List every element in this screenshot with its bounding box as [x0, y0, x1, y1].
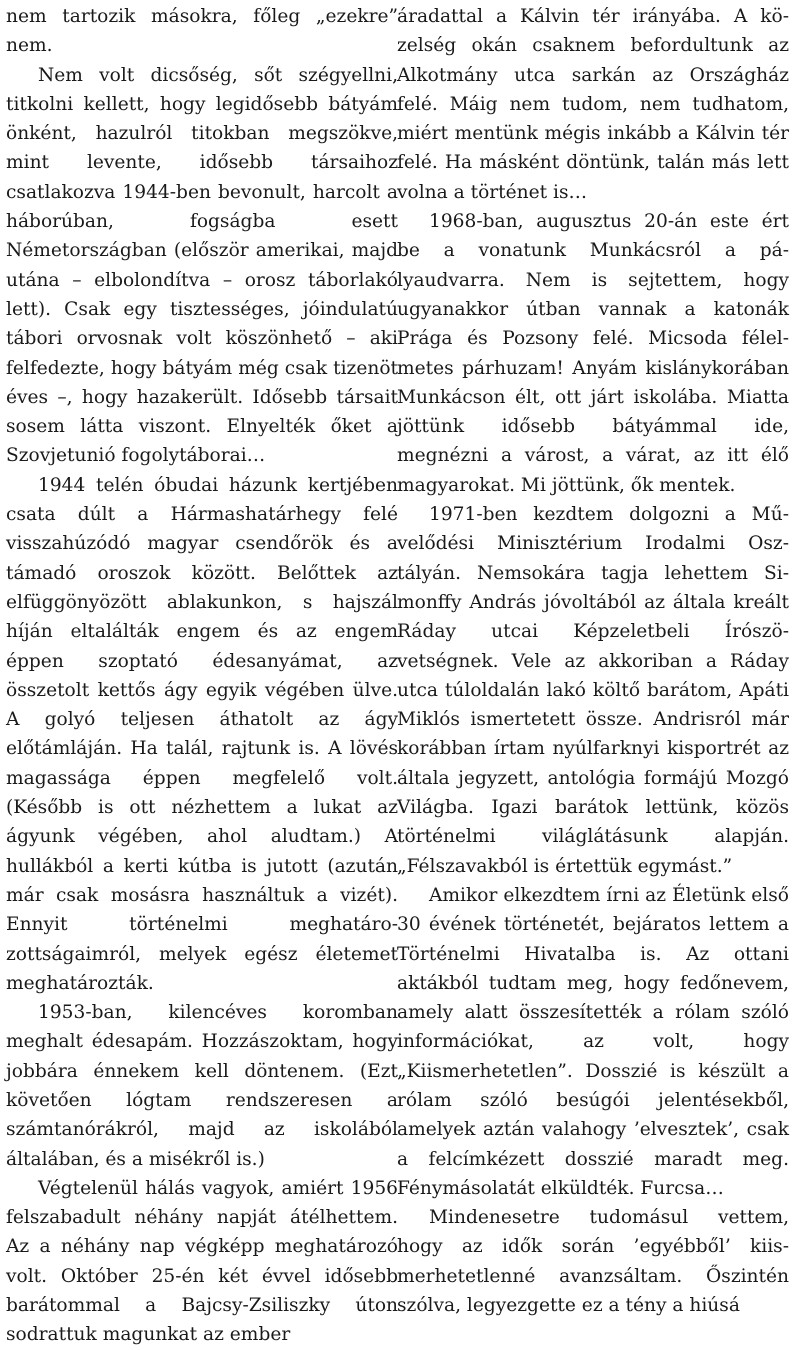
paragraph: Amikor elkezdtem írni az Életünk első 30 évének történetét, bejáratos lettem a Történelmi Hivatalba is. Az ottani aktákból tudtam meg, hogy fedőnevem, amely alatt összesítették a rólam szóló információkat, az volt, hogy „Kiismerhetetlen”. Dosszié is készült a rólam szóló besúgói jelentésekből, amelyek aztán valahogy ’elvesztek’, csak a felcímkézett dosszié maradt meg. Fénymásolatát elküldték. Furcsa…: [397, 884, 789, 1199]
paragraph: 1953-ban, kilencéves koromban meghalt édesapám. Hozzászoktam, hogy jobbára énnekem kell döntenem. (Ezt követően lógtam rendszeresen a számtanórákról, majd az iskolából általában, és a misékről is.): [6, 1002, 398, 1170]
paragraph: Nem volt dicsőség, sőt szégyellni, titkolni kellett, hogy legidősebb bátyám önként, hazulról titokban megszökve, mint levente, idősebb társaihoz csatlakozva 1944-ben bevonult, harcolt a háborúban, fogságba esett Németországban (először amerikai, majd utána – elbolondítva – orosz táborlakó lett). Csak egy tisztességes, jóindulatú tábori orvosnak volt köszönhető – aki felfedezte, hogy bátyám még csak tizenöt éves –, hogy hazakerült. Idősebb társait sosem látta viszont. Elnyelték őket a Szovjetunió fogolytáborai…: [6, 64, 398, 467]
paragraph: 1968-ban, augusztus 20-án este ért be a vonatunk Munkácsról a pályaudvarra. Nem is sejtettem, hogy ugyanakkor útban vannak a katonák Prága és Pozsony felé. Micsoda félelmetes párhuzam! Anyám kislánykorában Munkácson élt, ott járt iskolába. Miatta jöttünk idősebb bátyámmal ide, megnézni a várost, a várat, az itt élő magyarokat. Mi jöttünk, ők mentek.: [397, 211, 789, 496]
paragraph: Mindenesetre tudomásul vettem, hogy az idők során ’egyébből’ kiismerhetetlenné avanzsáltam. Őszintén szólva, legyezgette ez a tény a hiúsá: [397, 1207, 789, 1317]
text-column-left: [6, 2, 398, 1350]
paragraph: 1944 telén óbudai házunk kertjében csata dúlt a Hármashatárhegy felé visszahúzódó magyar csendőrök és a támadó oroszok között. Belőttek az elfüggönyözött ablakunkon, s hajszál híján eltalálták engem és az engem éppen szoptató édesanyámat, az összetolt kettős ágy egyik végében ülve. A golyó teljesen áthatolt az ágy előtámláján. Ha talál, rajtunk is. A lövés magassága éppen megfelelő volt. (Később is ott nézhettem a lukat az ágyunk végében, ahol aludtam.) A hullákból a kerti kútba is jutott (azután már csak mosásra használtuk a vizét). Ennyit történelmi meghatározottságaimról, melyek egész életemet meghatározták.: [6, 474, 398, 994]
paragraph: Végtelenül hálás vagyok, amiért 1956 felszabadult néhány napját átélhettem. Az a néhány nap végképp meghatározó volt. Október 25-én két évvel idősebb barátommal a Bajcsy-Zsiliszky úton sodrattuk magunkat az ember: [6, 1177, 398, 1346]
text-column-right: [397, 2, 789, 1320]
paragraph: áradattal a Kálvin tér irányába. A közelség okán csaknem befordultunk az Alkotmány utca sarkán az Országház felé. Máig nem tudom, nem tudhatom, miért mentünk mégis inkább a Kálvin tér felé. Ha másként döntünk, talán más lett volna a történet is…: [397, 6, 789, 203]
paragraph: 1971-ben kezdtem dolgozni a Művelődési Minisztérium Irodalmi Osztályán. Nemsokára tagja lehettem Simonffy András jóvoltából az általa kreált Ráday utcai Képzeletbeli Írószövetségnek. Vele az akkoriban a Ráday utca túloldalán lakó költő barátom, Apáti Miklós ismertetett össze. Andrisról már korábban írtam nyúlfarknyi kisportrét az általa jegyzett, antológia formájú Mozgó Világba. Igazi barátok lettünk, közös történelmi világlátásunk alapján. „Félszavakból is értettük egymást.”: [397, 504, 789, 877]
paragraph: nem tartozik másokra, főleg „ezekre” nem.: [6, 6, 398, 57]
